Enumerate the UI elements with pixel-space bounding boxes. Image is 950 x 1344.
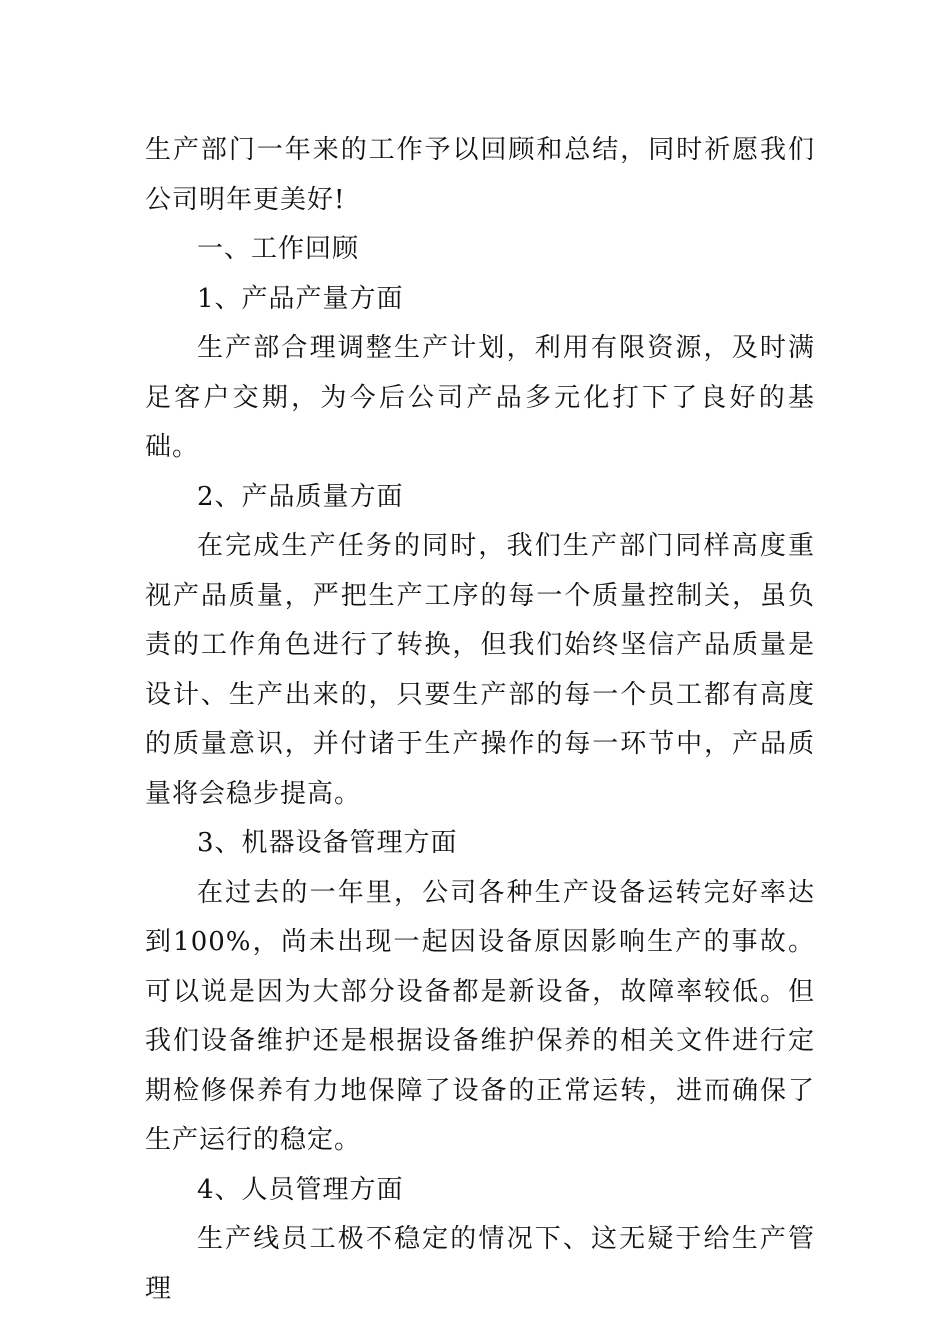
paragraph-continuation: 生产部门一年来的工作予以回顾和总结，同时祈愿我们公司明年更美好! bbox=[145, 135, 815, 215]
paragraph-product-quality: 在完成生产任务的同时，我们生产部门同样高度重视产品质量，严把生产工序的每一个质量控制关，虽负责的工作角色进行了转换，但我们始终坚信产品质量是设计、生产出来的，只要生产部的每一个员工都有高度的质量意识，并付诸于生产操作的每一环节中，产品质量将会稳步提高。 bbox=[145, 531, 815, 809]
subheading-product-quality: 2、产品质量方面 bbox=[197, 481, 404, 512]
subheading-product-output: 1、产品产量方面 bbox=[197, 283, 404, 314]
subheading-personnel-management: 4、人员管理方面 bbox=[197, 1174, 404, 1205]
paragraph-equipment-management: 在过去的一年里，公司各种生产设备运转完好率达到100%，尚未出现一起因设备原因影响生产的事故。可以说是因为大部分设备都是新设备，故障率较低。但我们设备维护还是根据设备维护保养的相关文件进行定期检修保养有力地保障了设备的正常运转，进而确保了生产运行的稳定。 bbox=[145, 877, 815, 1155]
paragraph-personnel-management: 生产线员工极不稳定的情况下、这无疑于给生产管理 bbox=[145, 1224, 815, 1304]
paragraph-product-output: 生产部合理调整生产计划，利用有限资源，及时满足客户交期，为今后公司产品多元化打下了良好的基础。 bbox=[145, 333, 815, 462]
subheading-equipment-management: 3、机器设备管理方面 bbox=[197, 828, 458, 858]
document-body bbox=[145, 126, 815, 1314]
section-heading-work-review: 一、工作回顾 bbox=[197, 234, 360, 264]
